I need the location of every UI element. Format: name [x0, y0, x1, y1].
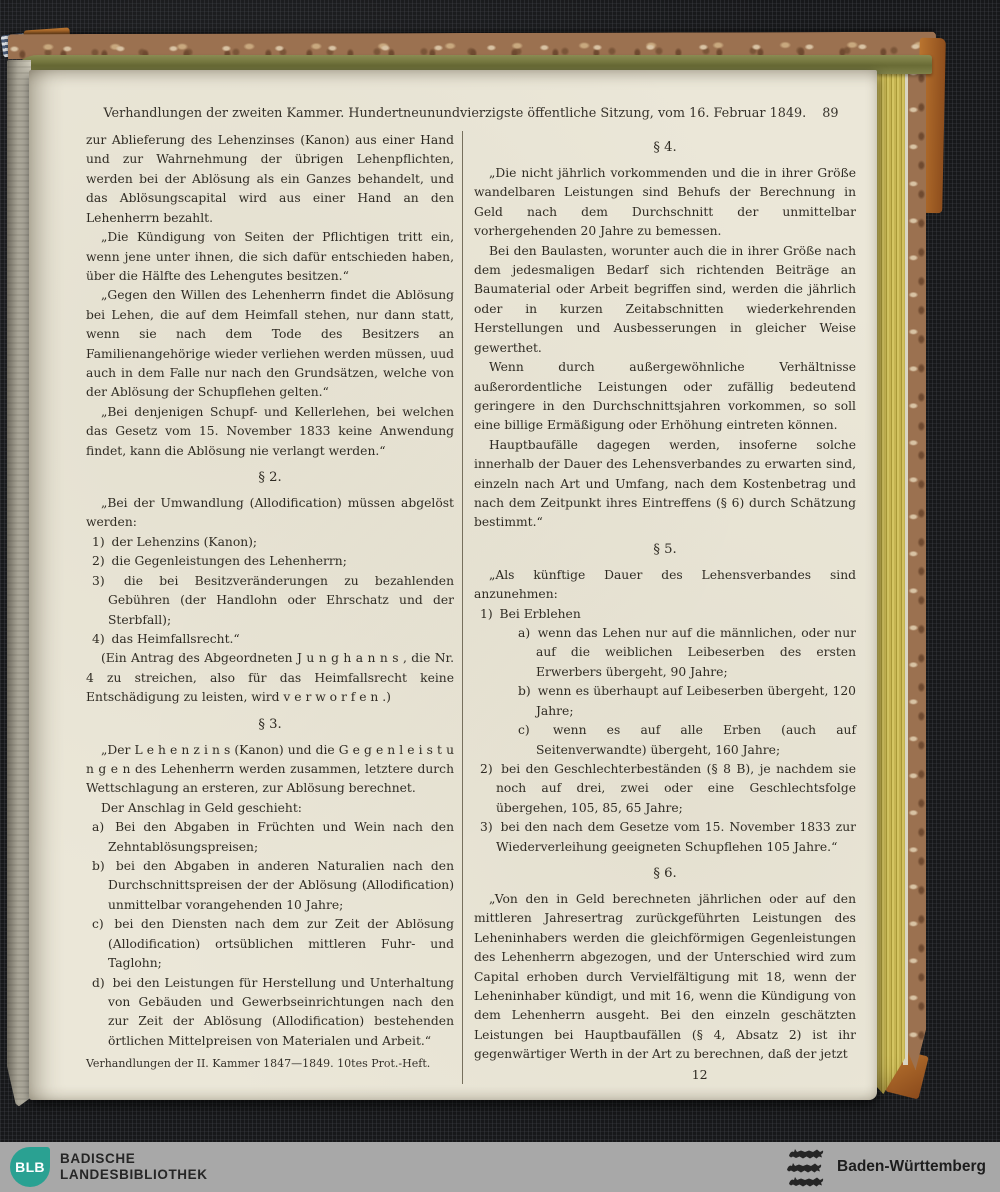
- list-marker: c): [92, 917, 104, 932]
- library-name-line1: BADISCHE: [60, 1151, 136, 1167]
- paragraph: zur Ablieferung des Lehenzinses (Kanon) aus einer Hand und zur Wahrnehmung der übrigen Lehenpflichten, werden bei der Ablösung als ein Ganzes behandelt, und das Ablösungscapital wird aus einer Hand an den Lehenherrn bezahlt.: [86, 133, 454, 225]
- paragraph: Wenn durch außergewöhnliche Verhältnisse außerordentliche Leistungen oder zufällig bedeutend geringere in den Durchschnittsjahren vorkommen, so soll eine billige Ermäßigung oder Erhöhung eintreten können.: [474, 360, 856, 433]
- text-columns: [86, 131, 856, 1084]
- list-item: [86, 552, 454, 571]
- yellow-fore-edge: [874, 72, 905, 1094]
- paragraph: „Die nicht jährlich vorkommenden und die in ihrer Größe wandelbaren Leistungen sind Behufs der Berechnung in Geld nach dem Durchschnitt der unmittelbar vorhergehenden 20 Jahre zu bemessen.: [474, 165, 856, 239]
- blb-logo: [10, 1147, 50, 1187]
- section-heading: § 5.: [653, 541, 677, 557]
- list-item: [474, 818, 856, 857]
- list-item: [86, 630, 454, 649]
- list-item: [474, 605, 856, 624]
- list-marker: b): [518, 684, 531, 699]
- paragraph: „Bei denjenigen Schupf- und Kellerlehen, bei welchen das Gesetz vom 15. November 1833 keine Anwendung findet, kann die Ablösung nie verlangt werden.“: [86, 404, 454, 458]
- list-marker: 1): [480, 606, 493, 621]
- list-item-text: bei den Diensten nach dem zur Zeit der Ablösung (Allodification) ortsüblichen mittleren Fuhr- und Taglohn;: [106, 917, 454, 971]
- paragraph: Hauptbaufälle dagegen werden, insoferne solche innerhalb der Dauer des Lehensverbandes zu erwarten sind, einzeln nach Art und Umfang, nach dem Kostenbetrag und nach dem Zeitpunkt ihres Eintreffens (§ 6) durch Schätzung bestimmt.“: [474, 437, 856, 530]
- list-item-text: bei den Geschlechterbeständen (§ 8 B), je nachdem sie noch auf drei, zwei oder eine Geschlechtsfolge übergehen, 105, 85, 65 Jahre;: [495, 761, 856, 815]
- section-heading: § 3.: [258, 716, 282, 732]
- list-marker: 4): [92, 631, 105, 646]
- list-item-text: wenn es auf alle Erben (auch auf Seitenverwandte) übergeht, 160 Jahre;: [532, 723, 856, 757]
- list-item-text: bei den nach dem Gesetze vom 15. November 1833 zur Wiederverleihung geeigneten Schupflehen 105 Jahre.“: [495, 820, 856, 854]
- list-item: [86, 572, 454, 630]
- list-marker: 2): [480, 761, 493, 776]
- state-name-label: Baden-Württemberg: [837, 1158, 986, 1175]
- section-heading: § 4.: [653, 140, 677, 155]
- list-item: [474, 721, 856, 760]
- section-heading: § 6.: [653, 866, 677, 882]
- paragraph: „Der L e h e n z i n s (Kanon) und die G e g e n l e i s t u n g e n des Lehenherrn werden zusammen, letztere durch Wettschlagung an ersteren, zur Ablösung berechnet.: [86, 742, 454, 796]
- list-item: [474, 624, 856, 682]
- list-item-text: Bei Erblehen: [495, 606, 581, 621]
- paragraph: „Von den in Geld berechneten jährlichen oder auf den mittleren Jahresertrag zurückgeführten Leistungen des Leheninhabers werden die gleichförmigen Gegenleistungen des Lehenherrn abgezogen, und der Unterschied wird zum Capital erhoben durch Vervielfältigung mit 18, wenn der Leheninhaber kündigt, und mit 16, wenn die Kündigung von dem Lehenherrn ausgeht. Bei den einzeln geschätzten Leistungen bei Hauptbaufällen (§ 4, Absatz 2) ist ihr gegenwärtiger Werth in der Art zu berechnen, daß der jetzt: [474, 891, 856, 1062]
- left-column: [86, 131, 462, 1084]
- volume-footnote: Verhandlungen der II. Kammer 1847—1849. 10tes Prot.-Heft.: [86, 1057, 431, 1071]
- marbled-cover-right-edge: [907, 58, 926, 1070]
- blb-logo-text: BLB: [15, 1159, 45, 1175]
- list-item: [86, 915, 454, 973]
- list-item-text: die Gegenleistungen des Lehenherrn;: [107, 554, 347, 569]
- list-item-text: bei den Abgaben in anderen Naturalien nach den Durchschnittspreisen der der Ablösung (Allodification) unmittelbar vorangehenden 10 Jahre;: [107, 859, 454, 912]
- scanned-page: [29, 70, 877, 1100]
- list-item-text: die bei Besitzveränderungen zu bezahlenden Gebühren (der Handlohn oder Ehrschatz und der Sterbfall);: [107, 573, 454, 627]
- paragraph: „Als künftige Dauer des Lehensverbandes sind anzunehmen:: [474, 567, 856, 602]
- right-column-blocks: [474, 138, 856, 1065]
- list-item-text: das Heimfallsrecht.“: [107, 631, 240, 646]
- paragraph: Der Anschlag in Geld geschieht:: [101, 800, 302, 815]
- list-item-text: wenn es überhaupt auf Leibeserben übergeht, 120 Jahre;: [533, 684, 856, 718]
- page-number: 89: [822, 106, 839, 121]
- paragraph: Bei den Baulasten, worunter auch die in ihrer Größe nach dem jedesmaligen Bedarf sich richtenden Beiträge an Baumaterial oder Arbeit begriffen sind, werden die jährlich oder in kurzen Zeitabschnitten wiederkehrenden Herstellungen und Ausbesserungen in gleicher Weise gewerthet.: [474, 243, 856, 355]
- left-column-blocks: [86, 131, 454, 1051]
- list-item: [86, 857, 454, 915]
- library-branding-bar: [0, 1142, 1000, 1192]
- paragraph: „Gegen den Willen des Lehenherrn findet die Ablösung bei Lehen, die auf dem Heimfall stehen, nur dann statt, wenn sie nach dem Tode des Besitzers an Familienangehörige wieder verliehen werden müssen, uud auch in dem Falle nur nach den Grundsätzen, welche von der Ablösung der Schupflehen gelten.“: [86, 288, 454, 400]
- list-marker: d): [92, 975, 105, 990]
- paragraph: „Die Kündigung von Seiten der Pflichtigen tritt ein, wenn jene unter ihnen, die sich dafür entschieden haben, über die Hälfte des Lehengutes besitzen.“: [86, 230, 454, 283]
- library-brand: [10, 1147, 208, 1187]
- library-name-line2: LANDESBIBLIOTHEK: [60, 1167, 208, 1182]
- list-marker: b): [92, 859, 105, 874]
- list-marker: 3): [480, 820, 493, 835]
- running-title: Verhandlungen der zweiten Kammer. Hundertneunundvierzigste öffentliche Sitzung, vom 16. Februar 1849.: [103, 106, 807, 121]
- list-marker: a): [92, 820, 105, 835]
- list-marker: 3): [92, 573, 105, 588]
- list-item: [86, 818, 454, 857]
- list-item: [474, 682, 856, 721]
- left-page-stack-gutter: [7, 60, 31, 1108]
- baden-wuerttemberg-lions-icon: [785, 1146, 827, 1188]
- list-item-text: der Lehenzins (Kanon);: [107, 534, 258, 549]
- list-marker: 1): [92, 534, 105, 549]
- list-marker: 2): [92, 554, 105, 569]
- list-item: [474, 760, 856, 818]
- list-marker: c): [518, 723, 530, 738]
- list-item: [86, 974, 454, 1052]
- list-item-text: Bei den Abgaben in Früchten und Wein nach den Zehntablösungspreisen;: [107, 820, 454, 854]
- paragraph: „Bei der Umwandlung (Allodification) müssen abgelöst werden:: [86, 496, 454, 530]
- right-column: [462, 131, 856, 1084]
- list-item-text: bei den Leistungen für Herstellung und Unterhaltung von Gebäuden und Gewerbseinrichtungen nach den zur Zeit der Ablösung (Allodification) bestehenden örtlichen Mittelpreisen von Materialen und Arbeit.“: [107, 975, 454, 1048]
- list-item-text: wenn das Lehen nur auf die männlichen, oder nur auf die weiblichen Leibeserben des ersten Erwerbers übergeht, 90 Jahre;: [533, 626, 856, 679]
- section-heading: § 2.: [258, 470, 282, 486]
- library-name: [60, 1151, 208, 1183]
- signature-mark: 12: [691, 1066, 708, 1082]
- page-header: [86, 106, 856, 121]
- page-content: [29, 70, 877, 1100]
- list-item: [86, 533, 454, 552]
- state-brand: [785, 1146, 986, 1188]
- paragraph: (Ein Antrag des Abgeordneten J u n g h a n n s , die Nr. 4 zu streichen, also für das Heimfallsrecht keine Entschädigung zu leisten, wird v e r w o r f e n .): [86, 651, 454, 705]
- list-marker: a): [518, 626, 531, 640]
